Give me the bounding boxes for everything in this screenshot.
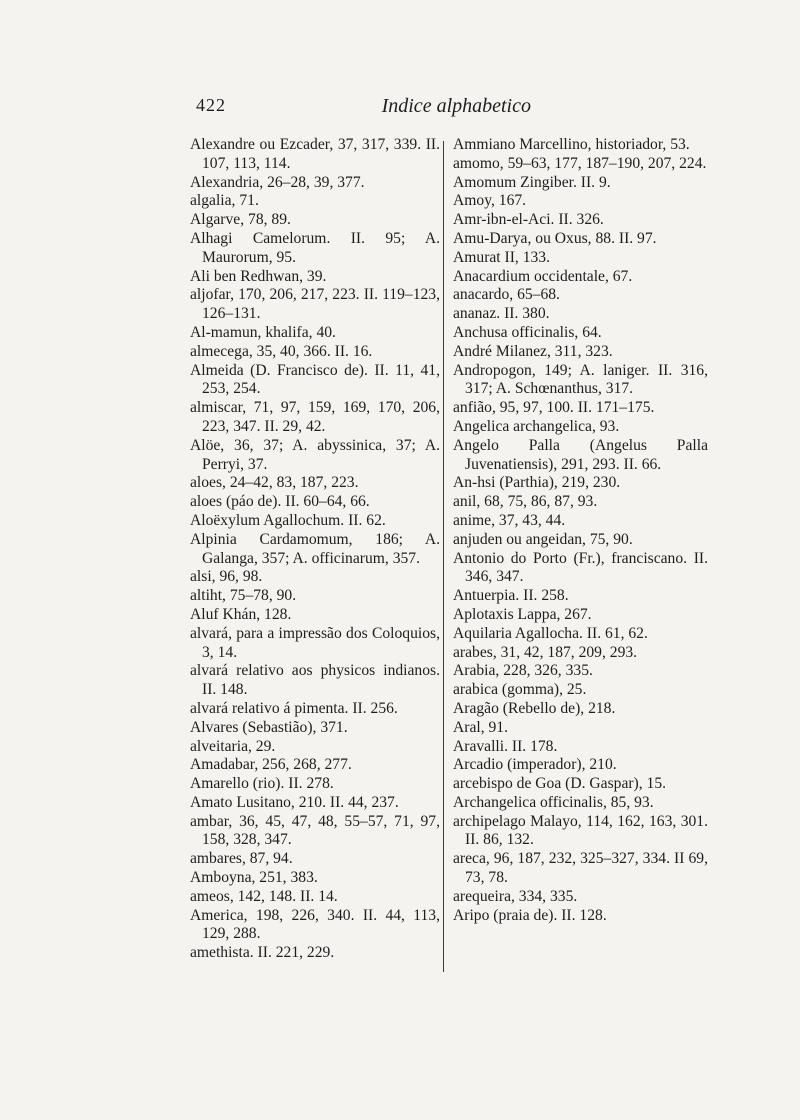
index-entry: alvará, para a impressão dos Coloquios, 3, 14. (190, 624, 440, 661)
index-entry: Amu-Darya, ou Oxus, 88. II. 97. (453, 229, 657, 247)
index-entry: Alexandria, 26–28, 39, 377. (190, 173, 365, 191)
index-entry: aloes, 24–42, 83, 187, 223. (190, 474, 359, 492)
index-entry: Almeida (D. Francisco de). II. 11, 41, 253, 254. (190, 361, 440, 398)
index-entry: Alhagi Camelorum. II. 95; A. Maurorum, 95. (190, 229, 440, 266)
index-entry: Aplotaxis Lappa, 267. (453, 605, 592, 623)
index-entry: almiscar, 71, 97, 159, 169, 170, 206, 223, 347. II. 29, 42. (190, 399, 440, 435)
index-entry: Ali ben Redhwan, 39. (190, 267, 327, 285)
page-number: 422 (196, 95, 226, 115)
running-title: Indice alphabetico (381, 95, 531, 117)
column-divider (443, 141, 444, 972)
index-entry: arcebispo de Goa (D. Gaspar), 15. (453, 775, 667, 793)
index-entry: Archangelica officinalis, 85, 93. (453, 793, 654, 811)
index-entry: Aragão (Rebello de), 218. (453, 699, 616, 717)
index-entry: anacardo, 65–68. (453, 286, 560, 304)
index-entry: Arabia, 228, 326, 335. (453, 662, 593, 680)
index-entry: anfião, 95, 97, 100. II. 171–175. (453, 399, 655, 417)
index-entry: Antonio do Porto (Fr.), franciscano. II. 346, 347. (453, 549, 708, 586)
index-entry: almecega, 35, 40, 366. II. 16. (190, 342, 373, 360)
index-entry: Amadabar, 256, 268, 277. (190, 756, 352, 774)
index-entry: André Milanez, 311, 323. (453, 342, 613, 360)
index-entry: anjuden ou angeidan, 75, 90. (453, 530, 633, 548)
index-entry: An-hsi (Parthia), 219, 230. (453, 474, 621, 492)
index-entry: Amboyna, 251, 383. (190, 869, 318, 887)
index-entry: Amato Lusitano, 210. II. 44, 237. (190, 793, 399, 811)
index-entry: amethista. II. 221, 229. (190, 944, 335, 962)
index-entry: Aluf Khán, 128. (190, 605, 292, 623)
index-entry: Aral, 91. (453, 718, 508, 736)
index-entry: aloes (páo de). II. 60–64, 66. (190, 493, 370, 511)
index-entry: arabica (gomma), 25. (453, 681, 587, 699)
index-entry: Amomum Zingiber. II. 9. (453, 173, 611, 191)
page-header (196, 95, 531, 125)
index-entry: Amoy, 167. (453, 192, 527, 210)
index-entry: aljofar, 170, 206, 217, 223. II. 119–123, 126–131. (190, 286, 440, 323)
index-column-left (190, 136, 440, 963)
index-entry: Alöe, 36, 37; A. abyssinica, 37; A. Perryi, 37. (190, 436, 440, 473)
index-entry: Aloëxylum Agallochum. II. 62. (190, 511, 386, 529)
index-entry: Alvares (Sebastião), 371. (190, 718, 348, 736)
index-entry: Anchusa officinalis, 64. (453, 323, 602, 341)
index-entry: ameos, 142, 148. II. 14. (190, 887, 338, 905)
index-entry: archipelago Malayo, 114, 162, 163, 301. II. 86, 132. (453, 812, 708, 849)
index-entry: arequeira, 334, 335. (453, 887, 578, 905)
index-entry: Aquilaria Agallocha. II. 61, 62. (453, 624, 648, 642)
index-entry: Amurat II, 133. (453, 248, 551, 266)
index-entry: Alexandre ou Ezcader, 37, 317, 339. II. 107, 113, 114. (190, 136, 440, 172)
index-entry: Anacardium occidentale, 67. (453, 267, 633, 285)
index-entry: Arcadio (imperador), 210. (453, 756, 617, 774)
index-column-right (453, 136, 708, 925)
index-entry: alsi, 96, 98. (190, 568, 263, 586)
index-entry: Amr-ibn-el-Aci. II. 326. (453, 211, 604, 229)
index-entry: Ammiano Marcellino, historiador, 53. (453, 136, 690, 153)
index-entry: Amarello (rio). II. 278. (190, 775, 334, 793)
index-entry: amomo, 59–63, 177, 187–190, 207, 224. (453, 154, 707, 172)
index-entry: anime, 37, 43, 44. (453, 511, 566, 529)
index-entry: Algarve, 78, 89. (190, 211, 291, 229)
index-entry: arabes, 31, 42, 187, 209, 293. (453, 643, 638, 661)
index-entry: Angelica archangelica, 93. (453, 417, 620, 435)
index-entry: Aripo (praia de). II. 128. (453, 906, 607, 924)
index-entry: areca, 96, 187, 232, 325–327, 334. II 69, 73, 78. (453, 850, 708, 887)
index-entry: altiht, 75–78, 90. (190, 587, 297, 605)
index-entry: anil, 68, 75, 86, 87, 93. (453, 493, 598, 511)
index-entry: ananaz. II. 380. (453, 305, 550, 323)
index-entry: ambares, 87, 94. (190, 850, 293, 868)
index-entry: alveitaria, 29. (190, 737, 276, 755)
index-entry: Alpinia Cardamomum, 186; A. Galanga, 357; A. officinarum, 357. (190, 530, 440, 567)
index-entry: algalia, 71. (190, 192, 259, 210)
index-entry: America, 198, 226, 340. II. 44, 113, 129, 288. (190, 906, 440, 943)
index-entry: Aravalli. II. 178. (453, 737, 558, 755)
index-entry: Andropogon, 149; A. laniger. II. 316, 317; A. Schœnanthus, 317. (453, 361, 708, 398)
index-entry: alvará relativo á pimenta. II. 256. (190, 699, 398, 717)
index-entry: Angelo Palla (Angelus Palla Juvenatiensis), 291, 293. II. 66. (453, 436, 708, 473)
index-entry: Al-mamun, khalifa, 40. (190, 323, 336, 341)
index-entry: Antuerpia. II. 258. (453, 587, 569, 605)
index-entry: alvará relativo aos physicos indianos. II. 148. (190, 662, 440, 699)
index-entry: ambar, 36, 45, 47, 48, 55–57, 71, 97, 158, 328, 347. (190, 812, 440, 849)
